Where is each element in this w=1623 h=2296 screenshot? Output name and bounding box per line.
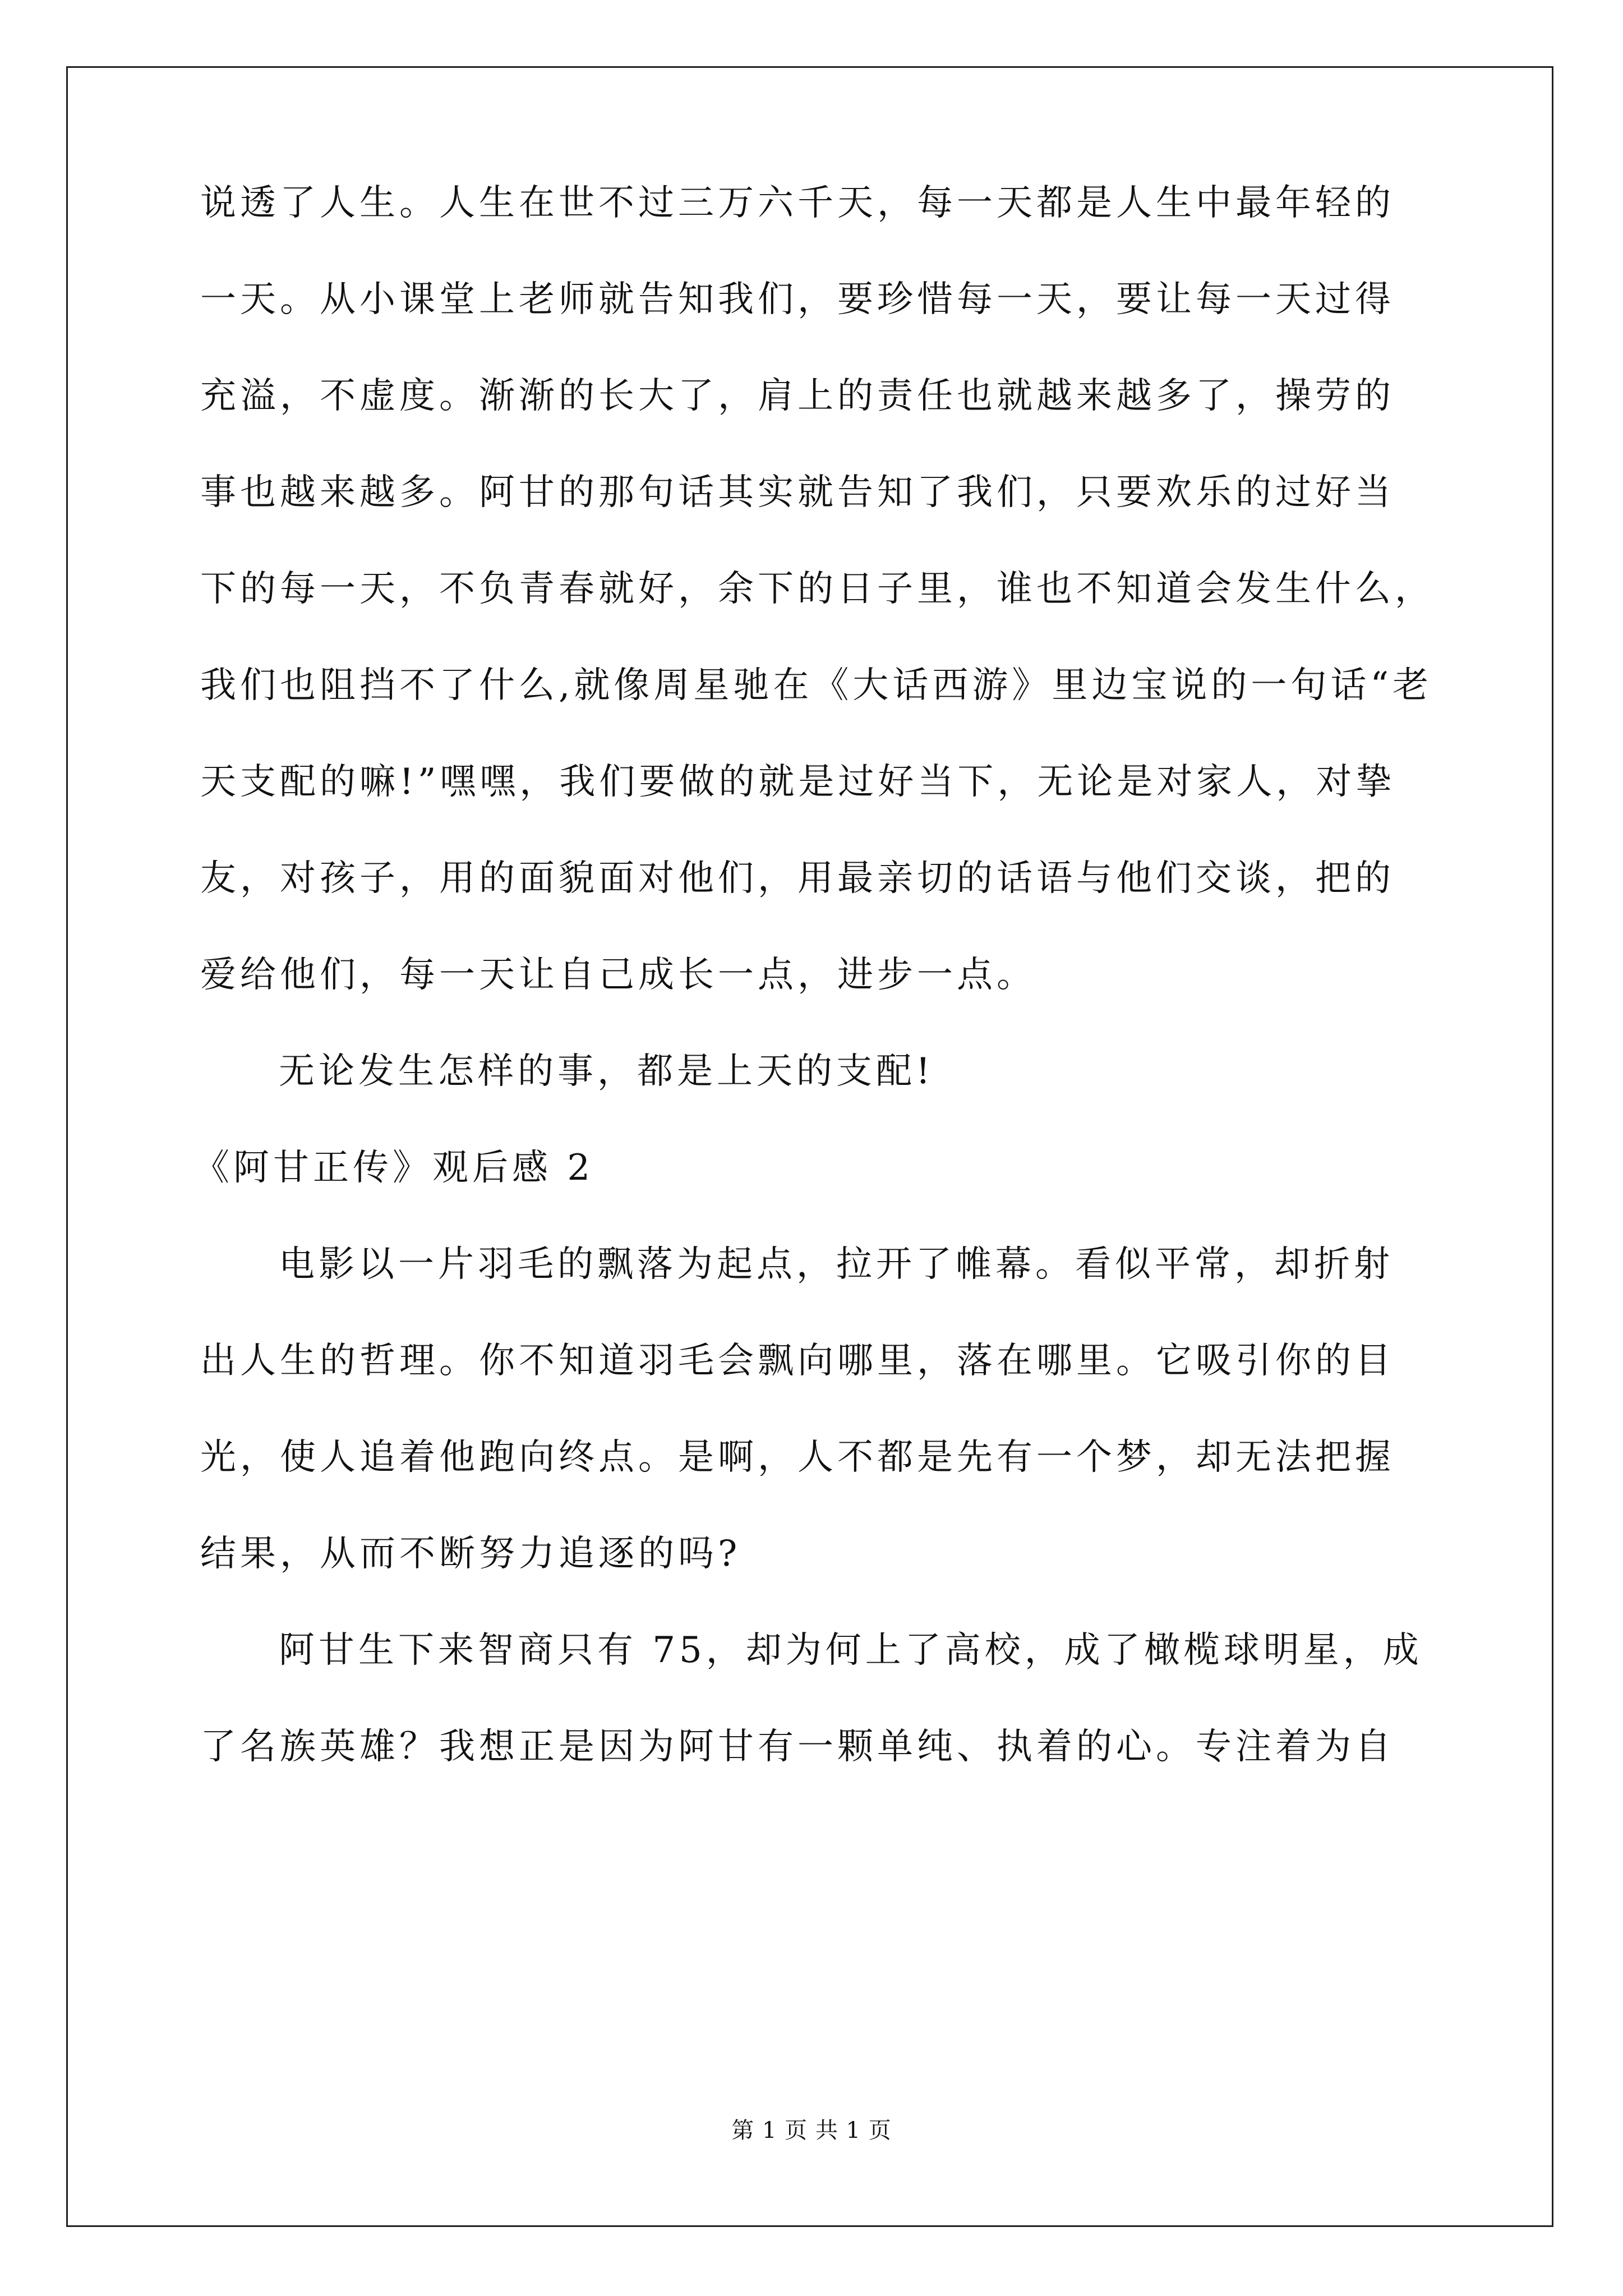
text-line-1: 说透了人生。人生在世不过三万六千天，每一天都是人生中最年轻的 [200,182,1395,224]
text-line-8: 友，对孩子，用的面貌面对他们，用最亲切的话语与他们交谈，把的 [200,858,1395,899]
text-line-7: 天支配的嘛!”嘿嘿，我们要做的就是过好当下，无论是对家人，对挚 [200,761,1396,803]
section-heading: 《阿甘正传》观后感 2 [193,1147,594,1189]
text-line-2: 一天。从小课堂上老师就告知我们，要珍惜每一天，要让每一天过得 [200,279,1395,320]
text-line-9: 爱给他们，每一天让自己成长一点，进步一点。 [200,954,1036,996]
paragraph-closing-line: 无论发生怎样的事，都是上天的支配! [279,1051,934,1092]
text-line-16: 阿甘生下来智商只有 75，却为何上了高校，成了橄榄球明星，成 [279,1630,1423,1671]
document-body [193,182,1435,1825]
text-line-12: 电影以一片羽毛的飘落为起点，拉开了帷幕。看似平常，却折射 [279,1244,1394,1285]
text-line-5: 下的每一天，不负青春就好，余下的日子里，谁也不知道会发生什么， [200,568,1435,610]
text-line-3: 充溢，不虚度。渐渐的长大了，肩上的责任也就越来越多了，操劳的 [200,375,1395,417]
text-line-4: 事也越来越多。阿甘的那句话其实就告知了我们，只要欢乐的过好当 [200,472,1395,513]
text-line-15: 结果，从而不断努力追逐的吗? [200,1533,741,1575]
text-line-14: 光，使人追着他跑向终点。是啊，人不都是先有一个梦，却无法把握 [200,1437,1395,1478]
page-number-footer: 第 1 页 共 1 页 [731,2118,892,2143]
text-line-6: 我们也阻挡不了什么,就像周星驰在《大话西游》里边宝说的一句话“老 [200,665,1433,706]
text-line-17: 了名族英雄？我想正是因为阿甘有一颗单纯、执着的心。专注着为自 [200,1726,1395,1768]
text-line-13: 出人生的哲理。你不知道羽毛会飘向哪里，落在哪里。它吸引你的目 [200,1340,1395,1382]
